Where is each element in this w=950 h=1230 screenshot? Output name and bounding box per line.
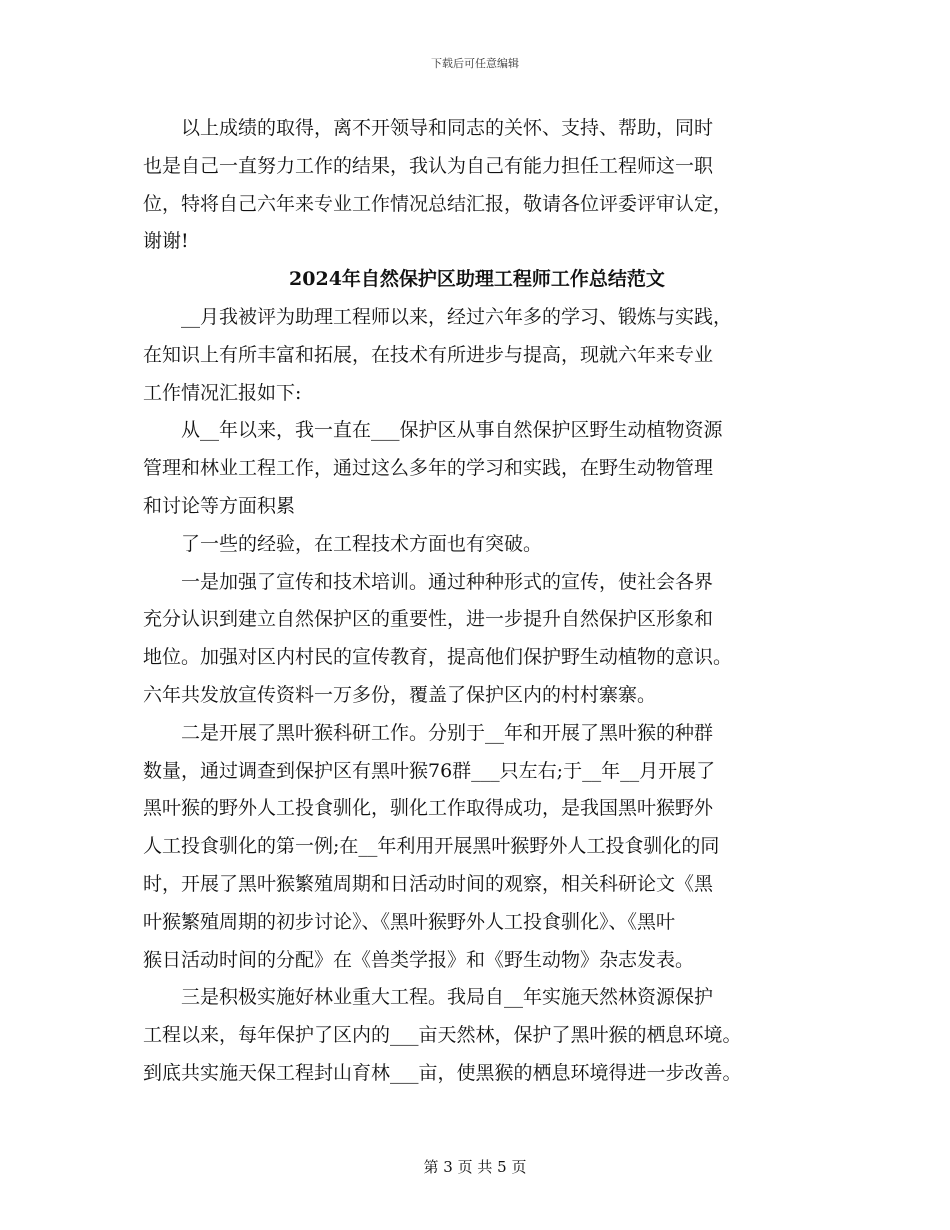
paragraph-line: 和讨论等方面积累 <box>143 494 296 517</box>
paragraph-line: 到底共实施天保工程封山育林___亩，使黑猴的栖息环境得进一步改善。 <box>143 1061 742 1084</box>
paragraph-line: 以上成绩的取得，离不开领导和同志的关怀、支持、帮助，同时 <box>143 117 714 139</box>
document-body <box>143 110 811 1093</box>
paragraph-line: 地位。加强对区内村民的宣传教育，提高他们保护野生动植物的意识。 <box>143 646 733 669</box>
paragraph-line: 位，特将自己六年来专业工作情况总结汇报，敬请各位评委评审认定， <box>143 192 733 215</box>
paragraph-line: 谢谢! <box>143 230 189 253</box>
paragraph-line: 时，开展了黑叶猴繁殖周期和日活动时间的观察，相关科研论文《黑 <box>143 872 714 895</box>
paragraph-line: 三是积极实施好林业重大工程。我局自__年实施天然林资源保护 <box>143 986 714 1009</box>
paragraph-line: 了一些的经验，在工程技术方面也有突破。 <box>143 532 543 555</box>
paragraph-line: 从__年以来，我一直在___保护区从事自然保护区野生动植物资源 <box>143 419 723 442</box>
paragraph-line: 猴日活动时间的分配》在《兽类学报》和《野生动物》杂志发表。 <box>143 948 695 971</box>
paragraph-line: 一是加强了宣传和技术培训。通过种种形式的宣传，使社会各界 <box>143 570 714 593</box>
paragraph-line: 数量，通过调查到保护区有黑叶猴76群___只左右;于__年__月开展了 <box>143 759 716 782</box>
paragraph-line: __月我被评为助理工程师以来，经过六年多的学习、锻炼与实践， <box>143 305 733 328</box>
paragraph-line: 管理和林业工程工作，通过这么多年的学习和实践，在野生动物管理 <box>143 457 714 480</box>
paragraph-line: 叶猴繁殖周期的初步讨论》、《黑叶猴野外人工投食驯化》、《黑叶 <box>143 910 676 933</box>
page-number: 第 3 页 共 5 页 <box>423 1158 527 1176</box>
paragraph-line: 在知识上有所丰富和拓展，在技术有所进步与提高，现就六年来专业 <box>143 343 714 366</box>
paragraph-line: 工程以来，每年保护了区内的___亩天然林，保护了黑叶猴的栖息环境。 <box>143 1024 742 1047</box>
paragraph-line: 也是自己一直努力工作的结果，我认为自己有能力担任工程师这一职 <box>143 154 714 177</box>
paragraph-line: 工作情况汇报如下: <box>143 381 302 404</box>
section-title: 2024年自然保护区助理工程师工作总结范文 <box>289 268 665 291</box>
paragraph-line: 二是开展了黑叶猴科研工作。分别于__年和开展了黑叶猴的种群 <box>143 721 714 744</box>
page-header: 下载后可任意编辑 <box>431 57 519 70</box>
paragraph-line: 黑叶猴的野外人工投食驯化，驯化工作取得成功，是我国黑叶猴野外 <box>143 797 714 820</box>
paragraph-line: 充分认识到建立自然保护区的重要性，进一步提升自然保护区形象和 <box>143 608 714 631</box>
paragraph-line: 六年共发放宣传资料一万多份，覆盖了保护区内的村村寨寨。 <box>143 683 657 706</box>
paragraph-line: 人工投食驯化的第一例;在__年利用开展黑叶猴野外人工投食驯化的同 <box>143 835 720 858</box>
